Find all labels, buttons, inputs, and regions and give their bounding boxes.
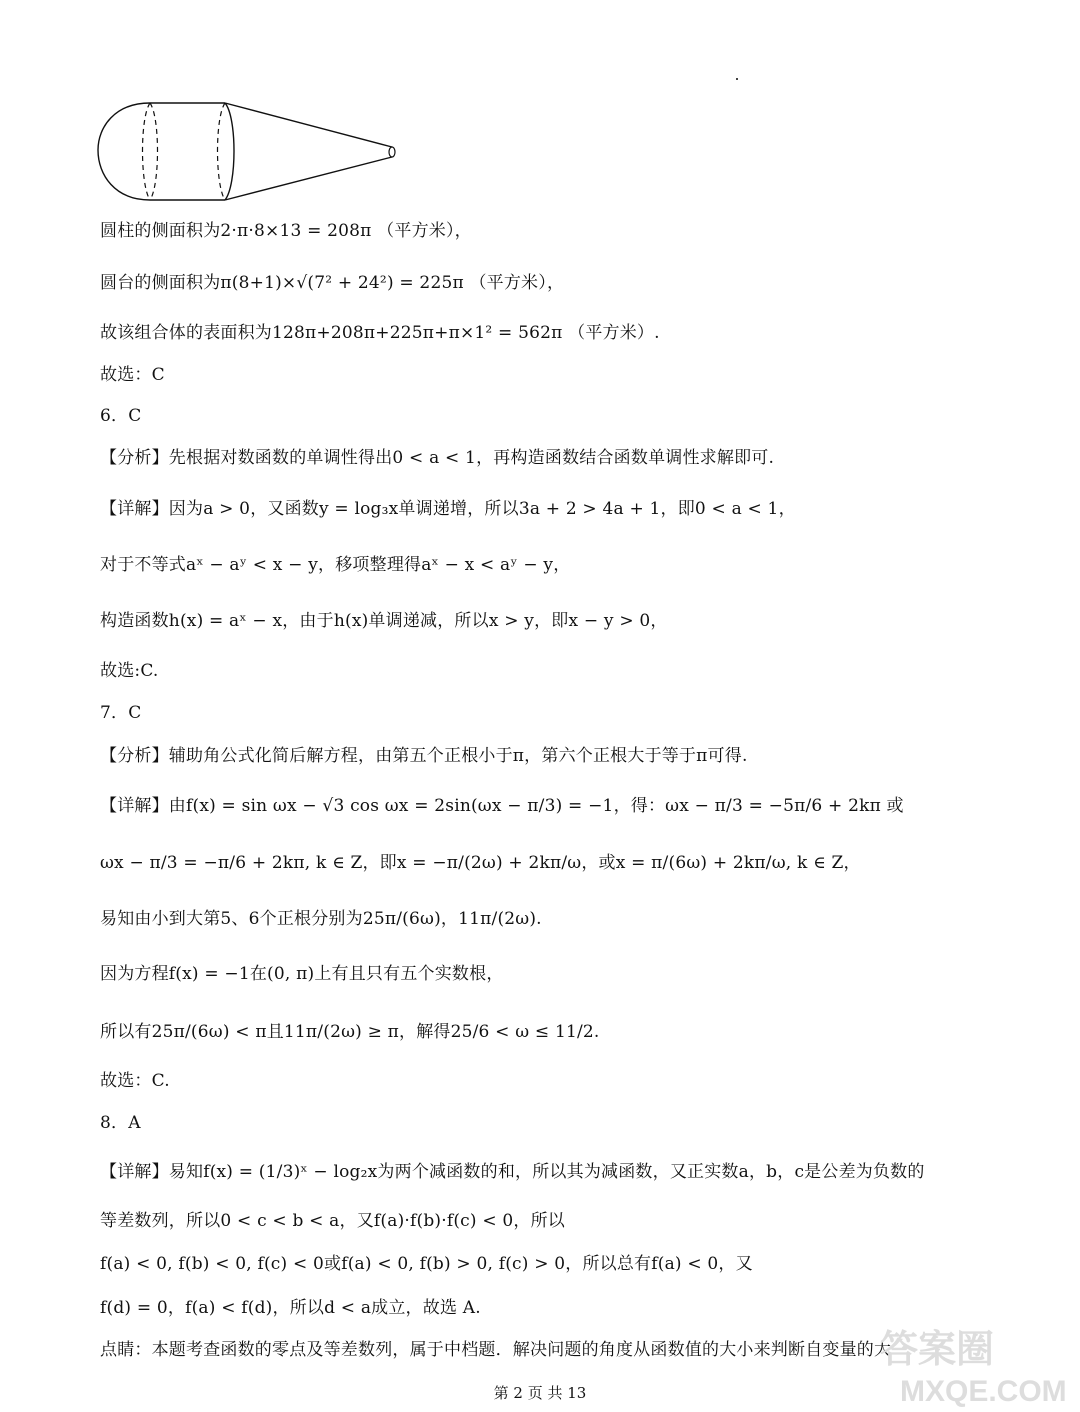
text-line-22: f(a) < 0, f(b) < 0, f(c) < 0或f(a) < 0, f(b) > 0, f(c) > 0，所以总有f(a) < 0，又 <box>100 1254 753 1274</box>
text-line-2: 圆台的侧面积为π(8+1)×√(7² + 24²) = 225π （平方米）， <box>100 273 565 293</box>
text-line-9: 构造函数h(x) = aˣ − x，由于h(x)单调递减，所以x > y，即x − y > 0， <box>100 611 668 631</box>
text-line-12: 【分析】辅助角公式化简后解方程，由第五个正根小于π，第六个正根大于等于π可得. <box>100 746 748 766</box>
text-line-7: 【详解】因为a > 0，又函数y = log₃x单调递增，所以3a + 2 > 4a + 1，即0 < a < 1， <box>100 499 796 519</box>
text-line-15: 易知由小到大第5、6个正根分别为25π/(6ω)，11π/(2ω). <box>100 909 542 929</box>
right-ellipse-back <box>218 103 226 200</box>
right-ellipse-front <box>225 103 234 200</box>
left-ellipse-front <box>150 103 158 200</box>
text-line-16: 因为方程f(x) = −1在(0, π)上有且只有五个实数根， <box>100 964 504 984</box>
text-line-10: 故选:C. <box>100 661 159 681</box>
text-line-23: f(d) = 0，f(a) < f(d)，所以d < a成立，故选 A. <box>100 1298 481 1318</box>
text-line-18: 故选：C. <box>100 1071 170 1091</box>
text-line-13: 【详解】由f(x) = sin ωx − √3 cos ωx = 2sin(ωx − π/3) = −1，得：ωx − π/3 = −5π/6 + 2kπ 或 <box>100 796 904 816</box>
frustum-bottom-edge <box>225 157 392 200</box>
speck <box>736 78 738 80</box>
text-line-21: 等差数列，所以0 < c < b < a，又f(a)·f(b)·f(c) < 0，所以 <box>100 1211 565 1231</box>
question-7-answer: 7．C <box>100 703 142 723</box>
solid-figure <box>95 97 405 207</box>
page-footer: 第 2 页 共 13 <box>493 1384 587 1402</box>
text-line-3: 故该组合体的表面积为128π+208π+225π+π×1² = 562π （平方米）. <box>100 323 660 343</box>
frustum-small-end <box>389 147 395 157</box>
watermark-url: MXQE.COM <box>900 1375 1067 1408</box>
frustum-top-edge <box>225 103 392 147</box>
question-6-answer: 6．C <box>100 406 142 426</box>
text-line-1: 圆柱的侧面积为2·π·8×13 = 208π （平方米）， <box>100 221 472 241</box>
text-line-4: 故选：C <box>100 365 165 385</box>
text-line-20: 【详解】易知f(x) = (1/3)ˣ − log₂x为两个减函数的和，所以其为减函数，又正实数a，b，c是公差为负数的 <box>100 1162 925 1182</box>
text-line-8: 对于不等式aˣ − aʸ < x − y，移项整理得aˣ − x < aʸ − y， <box>100 555 571 575</box>
text-line-17: 所以有25π/(6ω) < π且11π/(2ω) ≥ π，解得25/6 < ω ≤ 11/2. <box>100 1022 600 1042</box>
text-line-6: 【分析】先根据对数函数的单调性得出0 < a < 1，再构造函数结合函数单调性求解即可. <box>100 448 775 468</box>
question-8-answer: 8．A <box>100 1113 141 1133</box>
watermark-logo: 答案圈 <box>880 1329 995 1371</box>
text-line-14: ωx − π/3 = −π/6 + 2kπ, k ∈ Z，即x = −π/(2ω) + 2kπ/ω，或x = π/(6ω) + 2kπ/ω, k ∈ Z， <box>100 853 861 873</box>
text-line-24: 点睛：本题考查函数的零点及等差数列，属于中档题．解决问题的角度从函数值的大小来判断自变量的大 <box>100 1340 892 1360</box>
left-ellipse-back <box>143 103 151 200</box>
